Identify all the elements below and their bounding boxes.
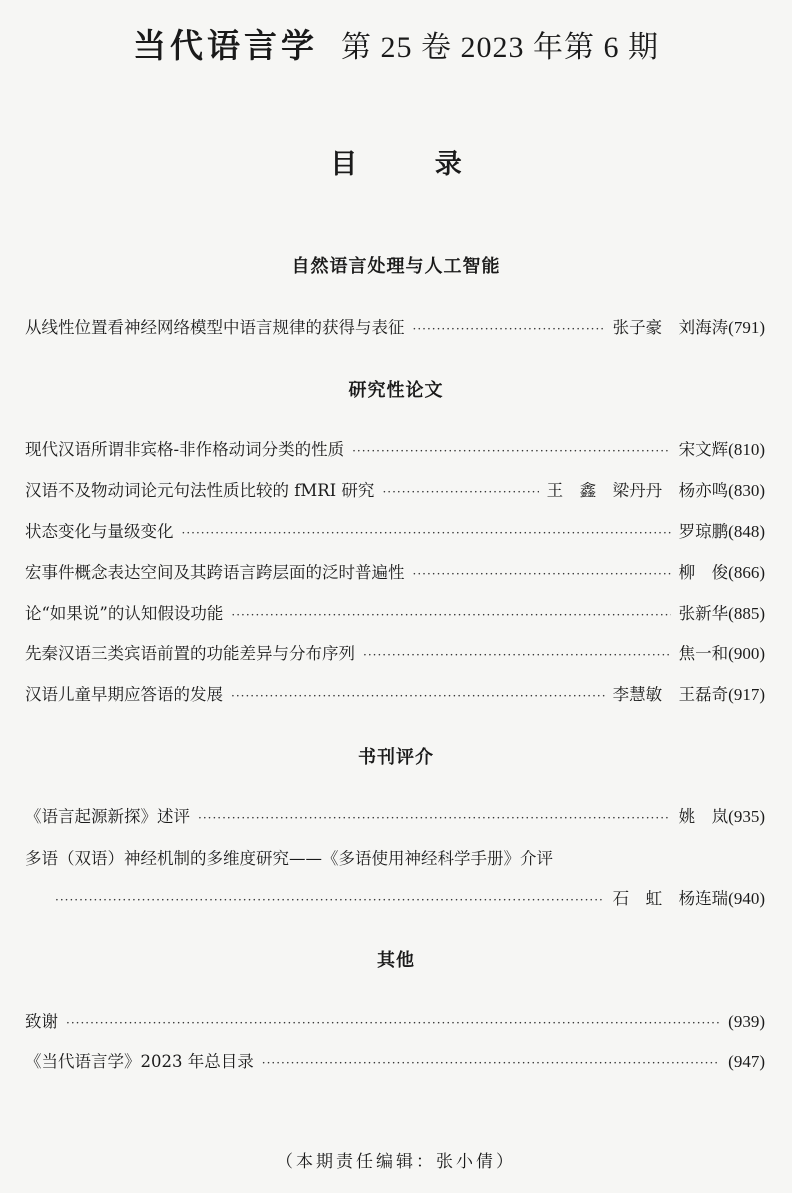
toc-entry[interactable] [25,640,765,664]
dot-leader [413,322,605,336]
entry-title: 多语（双语）神经机制的多维度研究——《多语使用神经科学手册》介评 [25,849,553,868]
section-title-book-reviews: 书刊评介 [358,747,434,768]
entry-page: (791) [728,318,765,337]
journal-name: 当代语言学 [132,26,318,65]
entry-page: (810) [728,440,765,459]
responsible-editor-note: （本期责任编辑：张小倩） [276,1152,516,1172]
toc-entry-continuation[interactable] [55,885,765,909]
entry-page: (830) [728,481,765,500]
entry-title: 状态变化与量级变化 [25,522,174,541]
toc-entry[interactable] [25,477,765,501]
entry-authors: 柳 俊 [678,563,729,582]
dot-leader [55,893,605,907]
entry-page: (940) [728,889,765,908]
entry-page: (900) [728,644,765,663]
toc-entry[interactable] [25,681,765,705]
entry-authors: 石 虹 杨连瑞 [612,889,729,908]
dot-leader [231,689,605,703]
entry-authors: 张子豪 刘海涛 [612,318,729,337]
entry-page: (917) [728,685,765,704]
entry-authors: 焦一和 [678,644,729,663]
page-header [0,20,792,67]
entry-title: 先秦汉语三类宾语前置的功能差异与分布序列 [25,644,355,663]
entry-title: 论“如果说”的认知假设功能 [25,604,224,623]
toc-entry[interactable] [25,314,765,338]
entry-title: 《语言起源新探》述评 [25,807,190,826]
entry-authors: 姚 岚 [678,807,729,826]
entry-page: (935) [728,807,765,826]
entry-page: (885) [728,604,765,623]
entry-authors: 宋文辉 [678,440,729,459]
entry-authors: 张新华 [678,604,729,623]
entry-authors: 罗琼鹏 [678,522,729,541]
toc-entry[interactable] [25,559,765,583]
toc-entry[interactable] [25,600,765,624]
issue-info: 第 25 卷 2023 年第 6 期 [341,31,660,64]
dot-leader [231,608,670,622]
entry-page: (939) [728,1012,765,1031]
toc-entry[interactable] [25,518,765,542]
entry-page: (848) [728,522,765,541]
entry-title: 现代汉语所谓非宾格-非作格动词分类的性质 [25,440,345,459]
toc-entry[interactable] [25,436,765,460]
toc-entry[interactable] [25,1008,765,1032]
toc-title: 目 录 [330,149,496,180]
entry-page: (866) [728,563,765,582]
dot-leader [262,1056,720,1070]
entry-title: 汉语不及物动词论元句法性质比较的 fMRI 研究 [25,481,375,500]
section-title-other: 其他 [377,950,415,971]
entry-title: 致谢 [25,1012,58,1031]
entry-title: 从线性位置看神经网络模型中语言规律的获得与表征 [25,318,405,337]
dot-leader [352,444,671,458]
toc-entry[interactable] [25,1048,765,1072]
entry-authors: 王 鑫 梁丹丹 杨亦鸣 [546,481,729,500]
toc-entry-title-line[interactable] [25,845,765,869]
dot-leader [66,1016,720,1030]
dot-leader [382,485,538,499]
entry-title: 汉语儿童早期应答语的发展 [25,685,223,704]
section-title-research-papers: 研究性论文 [348,380,444,401]
entry-authors: 李慧敏 王磊奇 [612,685,729,704]
toc-entry[interactable] [25,803,765,827]
dot-leader [182,526,671,540]
entry-page: (947) [728,1052,765,1071]
entry-title: 宏事件概念表达空间及其跨语言跨层面的泛时普遍性 [25,563,405,582]
section-title-nlp-ai: 自然语言处理与人工智能 [291,256,501,277]
entry-title: 《当代语言学》2023 年总目录 [25,1052,254,1071]
dot-leader [198,811,671,825]
dot-leader [413,567,671,581]
dot-leader [363,648,671,662]
